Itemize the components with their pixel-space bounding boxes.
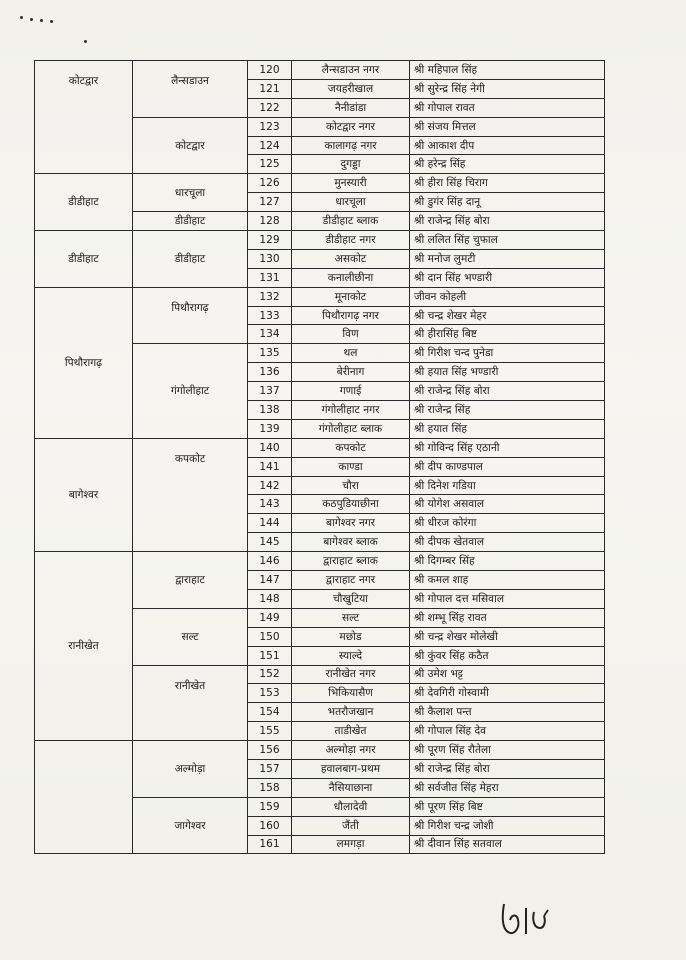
area-cell: चौखुटिया: [292, 589, 410, 608]
serial-cell: 139: [248, 419, 292, 438]
serial-cell: 124: [248, 136, 292, 155]
area-cell: बेरीनाग: [292, 363, 410, 382]
serial-cell: 147: [248, 571, 292, 590]
assembly-cell: रानीखेत: [133, 665, 248, 741]
scan-speck: [84, 40, 87, 43]
district-cell: रानीखेत: [35, 552, 133, 741]
serial-cell: 120: [248, 61, 292, 80]
area-cell: पिथौरागढ़ नगर: [292, 306, 410, 325]
person-cell: श्री उमेश भट्ट: [410, 665, 605, 684]
person-cell: श्री गिरीश चन्द्र जोशी: [410, 816, 605, 835]
table-row: [35, 552, 605, 571]
area-cell: कोटद्वार नगर: [292, 117, 410, 136]
assembly-cell: अल्मोड़ा: [133, 741, 248, 798]
area-cell: कपकोट: [292, 438, 410, 457]
person-cell: श्री पूरण सिंह रौतेला: [410, 741, 605, 760]
serial-cell: 160: [248, 816, 292, 835]
assembly-cell: जागेश्वर: [133, 797, 248, 854]
person-cell: श्री कुंवर सिंह कठैत: [410, 646, 605, 665]
serial-cell: 122: [248, 98, 292, 117]
serial-cell: 126: [248, 174, 292, 193]
person-cell: श्री महिपाल सिंह: [410, 61, 605, 80]
person-cell: श्री चन्द्र शेखर मोलेखी: [410, 627, 605, 646]
serial-cell: 128: [248, 212, 292, 231]
assembly-cell: डीडीहाट: [133, 212, 248, 231]
serial-cell: 157: [248, 759, 292, 778]
assembly-cell: पिथौरागढ़: [133, 287, 248, 344]
scan-speck: [20, 16, 23, 19]
serial-cell: 148: [248, 589, 292, 608]
area-cell: गंगोलीहाट नगर: [292, 401, 410, 420]
scan-speck: [30, 18, 33, 21]
person-cell: श्री सुरेन्द्र सिंह नेगी: [410, 79, 605, 98]
serial-cell: 127: [248, 193, 292, 212]
area-cell: जयहरीखाल: [292, 79, 410, 98]
serial-cell: 141: [248, 457, 292, 476]
person-cell: श्री राजेन्द्र सिंह: [410, 401, 605, 420]
table-row: [35, 438, 605, 457]
area-cell: द्वाराहाट ब्लाक: [292, 552, 410, 571]
serial-cell: 150: [248, 627, 292, 646]
person-cell: श्री हयात सिंह: [410, 419, 605, 438]
serial-cell: 161: [248, 835, 292, 854]
person-cell: श्री ललित सिंह चुफाल: [410, 231, 605, 250]
area-cell: डीडीहाट नगर: [292, 231, 410, 250]
person-cell: श्री धीरज कोरंगा: [410, 514, 605, 533]
serial-cell: 154: [248, 703, 292, 722]
area-cell: दुगड्डा: [292, 155, 410, 174]
district-cell: डीडीहाट: [35, 231, 133, 288]
assembly-cell: कोटद्वार: [133, 117, 248, 174]
area-cell: लमगड़ा: [292, 835, 410, 854]
person-cell: श्री हयात सिंह भण्डारी: [410, 363, 605, 382]
area-cell: लैन्सडाउन नगर: [292, 61, 410, 80]
serial-cell: 121: [248, 79, 292, 98]
district-cell: डीडीहाट: [35, 174, 133, 231]
serial-cell: 143: [248, 495, 292, 514]
area-cell: नैसियाछाना: [292, 778, 410, 797]
area-cell: असकोट: [292, 249, 410, 268]
district-cell: पिथौरागढ़: [35, 287, 133, 438]
serial-cell: 131: [248, 268, 292, 287]
person-cell: श्री संजय मित्तल: [410, 117, 605, 136]
district-cell-blank: [35, 741, 133, 854]
serial-cell: 134: [248, 325, 292, 344]
person-cell: श्री देवगिरी गोस्वामी: [410, 684, 605, 703]
area-cell: कठपुडियाछीना: [292, 495, 410, 514]
assembly-cell: धारचूला: [133, 174, 248, 212]
area-cell: स्याल्दे: [292, 646, 410, 665]
serial-cell: 133: [248, 306, 292, 325]
person-cell: श्री राजेन्द्र सिंह बोरा: [410, 759, 605, 778]
area-cell: द्वाराहाट नगर: [292, 571, 410, 590]
area-cell: अल्मोड़ा नगर: [292, 741, 410, 760]
area-cell: बागेश्वर नगर: [292, 514, 410, 533]
person-cell: श्री पूरण सिंह बिष्ट: [410, 797, 605, 816]
scan-speck: [40, 19, 43, 22]
serial-cell: 153: [248, 684, 292, 703]
area-cell: सल्ट: [292, 608, 410, 627]
area-cell: भतरौजखान: [292, 703, 410, 722]
area-cell: रानीखेत नगर: [292, 665, 410, 684]
serial-cell: 136: [248, 363, 292, 382]
area-cell: बागेश्वर ब्लाक: [292, 533, 410, 552]
serial-cell: 142: [248, 476, 292, 495]
area-cell: कनालीछीना: [292, 268, 410, 287]
serial-cell: 130: [248, 249, 292, 268]
serial-cell: 155: [248, 722, 292, 741]
person-cell: श्री दीपक खेतवाल: [410, 533, 605, 552]
serial-cell: 156: [248, 741, 292, 760]
person-cell: श्री दीप काण्डपाल: [410, 457, 605, 476]
area-cell: मुनस्यारी: [292, 174, 410, 193]
person-cell: श्री दिगम्बर सिंह: [410, 552, 605, 571]
table-row: [35, 61, 605, 80]
person-cell: श्री शम्भू सिंह रावत: [410, 608, 605, 627]
area-cell: धारचूला: [292, 193, 410, 212]
person-cell: श्री गोपाल रावत: [410, 98, 605, 117]
serial-cell: 125: [248, 155, 292, 174]
handwritten-signature: [498, 898, 568, 940]
area-cell: ताडीखेत: [292, 722, 410, 741]
person-cell: श्री योगेश असवाल: [410, 495, 605, 514]
person-cell: श्री दिनेश गडिया: [410, 476, 605, 495]
district-cell: कोटद्वार: [35, 61, 133, 174]
person-cell: श्री कैलाश पन्त: [410, 703, 605, 722]
person-cell: श्री आकाश दीप: [410, 136, 605, 155]
serial-cell: 123: [248, 117, 292, 136]
table-row: [35, 741, 605, 760]
scan-speck: [50, 20, 53, 23]
person-cell: जीवन कोहली: [410, 287, 605, 306]
area-cell: चौरा: [292, 476, 410, 495]
area-cell: नैनीडांडा: [292, 98, 410, 117]
area-cell: मछोड: [292, 627, 410, 646]
assembly-cell: सल्ट: [133, 608, 248, 665]
table-row: [35, 231, 605, 250]
person-cell: श्री गोपाल सिंह देव: [410, 722, 605, 741]
area-cell: डीडीहाट ब्लाक: [292, 212, 410, 231]
person-cell: श्री मनोज लुमटी: [410, 249, 605, 268]
person-cell: श्री दान सिंह भण्डारी: [410, 268, 605, 287]
person-cell: श्री राजेन्द्र सिंह बोरा: [410, 382, 605, 401]
person-cell: श्री चन्द्र शेखर मेहर: [410, 306, 605, 325]
serial-cell: 152: [248, 665, 292, 684]
serial-cell: 140: [248, 438, 292, 457]
serial-cell: 145: [248, 533, 292, 552]
serial-cell: 138: [248, 401, 292, 420]
person-cell: श्री हीरासिंह बिष्ट: [410, 325, 605, 344]
serial-cell: 151: [248, 646, 292, 665]
serial-cell: 144: [248, 514, 292, 533]
table-row: [35, 287, 605, 306]
area-cell: कालागढ़ नगर: [292, 136, 410, 155]
appointment-table: [34, 60, 605, 854]
person-cell: श्री हीरा सिंह चिराग: [410, 174, 605, 193]
area-cell: गंगोलीहाट ब्लाक: [292, 419, 410, 438]
person-cell: श्री सर्वजीत सिंह मेहरा: [410, 778, 605, 797]
assembly-cell: डीडीहाट: [133, 231, 248, 288]
area-cell: विण: [292, 325, 410, 344]
serial-cell: 159: [248, 797, 292, 816]
person-cell: श्री गोविन्द सिंह एठानी: [410, 438, 605, 457]
serial-cell: 135: [248, 344, 292, 363]
area-cell: थल: [292, 344, 410, 363]
person-cell: श्री गोपाल दत्त मसिवाल: [410, 589, 605, 608]
assembly-cell: लैन्सडाउन: [133, 61, 248, 118]
person-cell: श्री डुगंर सिंह दानू: [410, 193, 605, 212]
person-cell: श्री राजेन्द्र सिंह बोरा: [410, 212, 605, 231]
serial-cell: 129: [248, 231, 292, 250]
person-cell: श्री कमल शाह: [410, 571, 605, 590]
serial-cell: 146: [248, 552, 292, 571]
person-cell: श्री दीवान सिंह सतवाल: [410, 835, 605, 854]
serial-cell: 149: [248, 608, 292, 627]
serial-cell: 132: [248, 287, 292, 306]
person-cell: श्री हरेन्द्र सिंह: [410, 155, 605, 174]
assembly-cell: द्वाराहाट: [133, 552, 248, 609]
table-row: [35, 174, 605, 193]
assembly-cell: कपकोट: [133, 438, 248, 551]
serial-cell: 158: [248, 778, 292, 797]
area-cell: धौलादेवी: [292, 797, 410, 816]
area-cell: मूनाकोट: [292, 287, 410, 306]
area-cell: भिकियासैण: [292, 684, 410, 703]
area-cell: गणाई: [292, 382, 410, 401]
area-cell: जैंती: [292, 816, 410, 835]
person-cell: श्री गिरीश चन्द पुनेडा: [410, 344, 605, 363]
district-cell: बागेश्वर: [35, 438, 133, 551]
area-cell: काण्डा: [292, 457, 410, 476]
assembly-cell: गंगोलीहाट: [133, 344, 248, 438]
serial-cell: 137: [248, 382, 292, 401]
area-cell: हवालबाग-प्रथम: [292, 759, 410, 778]
